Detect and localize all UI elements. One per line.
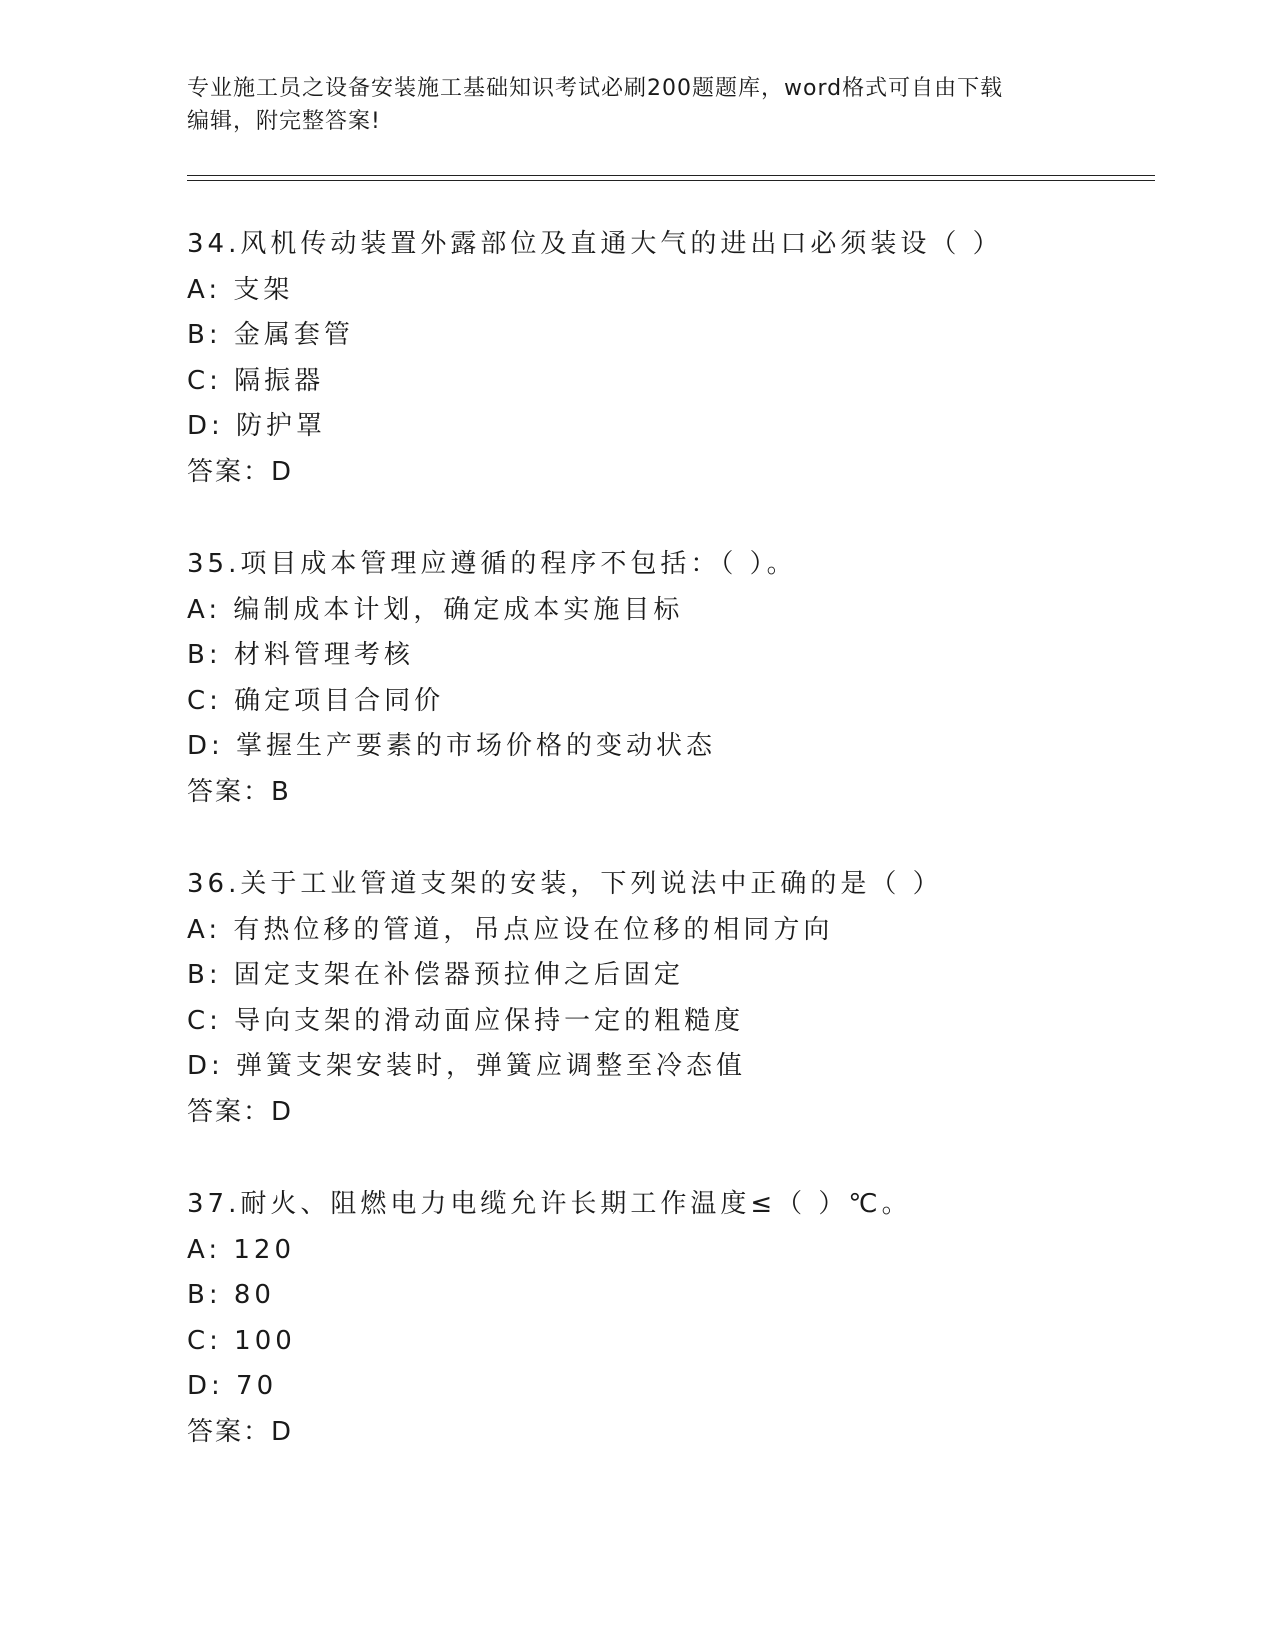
answer-line: [187, 770, 1147, 816]
answer-value: B: [271, 776, 291, 807]
option-d: D: 掌握生产要素的市场价格的变动状态: [187, 731, 717, 761]
question-35: [187, 542, 1147, 815]
header-line-1: 专业施工员之设备安装施工基础知识考试必刷200题题库，word格式可自由下载: [187, 76, 1004, 101]
option-c: C: 隔振器: [187, 365, 325, 396]
question-36: [187, 862, 1147, 1135]
header-line-2: 编辑，附完整答案!: [187, 109, 381, 134]
option-d: D: 弹簧支架安装时，弹簧应调整至冷态值: [187, 1051, 747, 1081]
question-stem: 37.耐火、阻燃电力电缆允许长期工作温度≤（ ）℃。: [187, 1189, 912, 1219]
header-divider-top: [187, 175, 1155, 176]
answer-value: D: [271, 1416, 294, 1447]
option-c: C: 100: [187, 1325, 296, 1356]
option-b: B: 金属套管: [187, 320, 354, 350]
answer-line: [187, 450, 1147, 496]
option-a: A: 支架: [187, 274, 294, 305]
document-header: [187, 72, 1087, 138]
question-stem: 35.项目成本管理应遵循的程序不包括：（ ）。: [187, 549, 797, 579]
option-a: A: 120: [187, 1234, 295, 1265]
header-divider-bottom: [187, 180, 1155, 181]
question-stem: 36.关于工业管道支架的安装，下列说法中正确的是（ ）: [187, 869, 943, 899]
answer-line: [187, 1410, 1147, 1456]
option-c: C: 导向支架的滑动面应保持一定的粗糙度: [187, 1005, 745, 1036]
option-b: B: 材料管理考核: [187, 640, 414, 670]
option-d: D: 70: [187, 1371, 278, 1401]
question-37: [187, 1182, 1147, 1455]
answer-value: D: [271, 1096, 294, 1127]
question-stem: 34.风机传动装置外露部位及直通大气的进出口必须装设（ ）: [187, 229, 1003, 259]
answer-label: 答案：: [187, 456, 272, 487]
option-a: A: 有热位移的管道，吊点应设在位移的相同方向: [187, 914, 834, 945]
option-d: D: 防护罩: [187, 411, 327, 441]
option-b: B: 固定支架在补偿器预拉伸之后固定: [187, 960, 684, 990]
option-c: C: 确定项目合同价: [187, 685, 445, 716]
option-b: B: 80: [187, 1280, 275, 1310]
answer-label: 答案：: [187, 1096, 272, 1127]
answer-label: 答案：: [187, 1416, 272, 1447]
answer-label: 答案：: [187, 776, 272, 807]
answer-value: D: [271, 456, 294, 487]
option-a: A: 编制成本计划，确定成本实施目标: [187, 594, 684, 625]
answer-line: [187, 1090, 1147, 1136]
question-34: [187, 222, 1147, 495]
